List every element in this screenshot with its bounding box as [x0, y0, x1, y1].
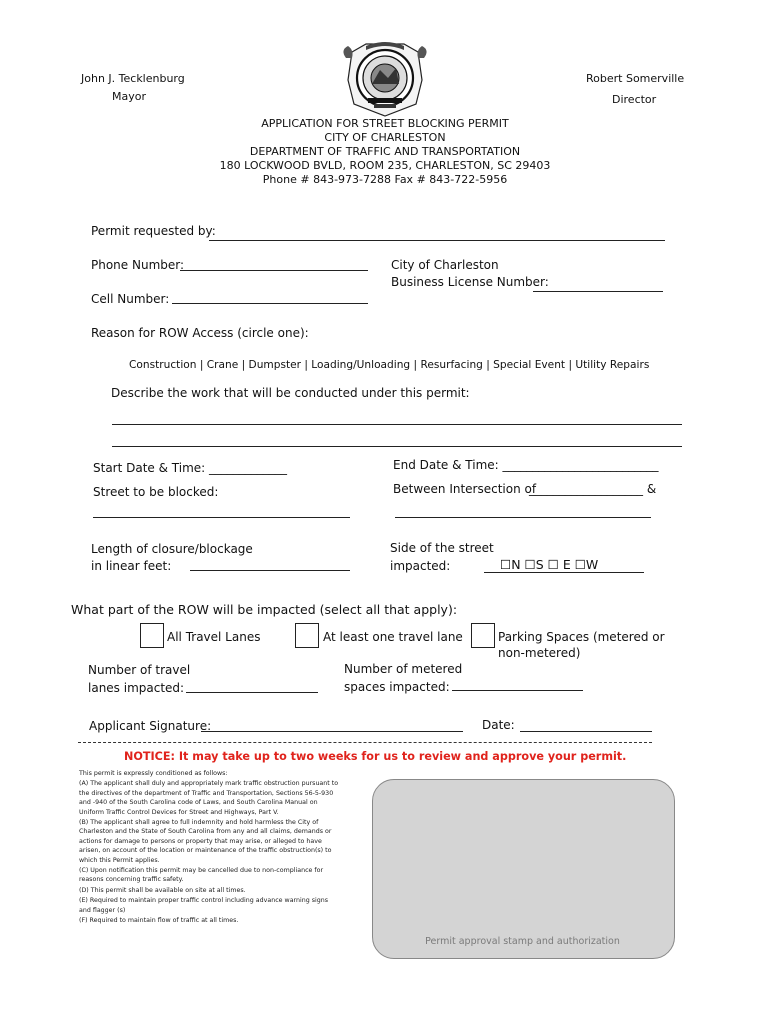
one-travel-lane-label: At least one travel lane	[323, 630, 463, 644]
permit-requested-by-label: Permit requested by:	[91, 224, 216, 238]
mayor-name: John J. Tecklenburg	[81, 72, 185, 85]
form-title-address: 180 LOCKWOOD BVLD, ROOM 235, CHARLESTON, SC 29403	[219, 159, 551, 172]
side-underline	[484, 572, 644, 573]
end-date-field[interactable]: End Date & Time: __________________________	[393, 458, 659, 472]
all-travel-lanes-checkbox[interactable]	[140, 623, 164, 648]
form-title-line-3: DEPARTMENT OF TRAFFIC AND TRANSPORTATION	[249, 145, 521, 158]
condition-b: (B) The applicant shall agree to full indemnity and hold harmless the City of Charleston and the State of South Carolina from any and all claims, demands or actions for damage to persons or property that may arise, or alleged to have arisen, on account of the location or maintenance of the traffic obstruction(s) to which this Permit applies.	[79, 819, 332, 864]
between-intersection-field[interactable]: ___________________ &	[529, 482, 657, 496]
row-impact-question: What part of the ROW will be impacted (select all that apply):	[71, 602, 458, 617]
metered-spaces-label-2: spaces impacted:	[344, 680, 450, 694]
form-title-line-2: CITY OF CHARLESTON	[324, 131, 446, 144]
condition-f: (F) Required to maintain flow of traffic at all times.	[79, 917, 239, 925]
condition-e: (E) Required to maintain proper traffic control including advance warning signs and flagger (s)	[79, 897, 329, 914]
side-label-line-1: Side of the street	[390, 541, 494, 555]
travel-lanes-label-2: lanes impacted:	[88, 681, 185, 695]
conditions-intro: This permit is expressly conditioned as follows:	[79, 770, 228, 777]
travel-lanes-field[interactable]	[186, 692, 318, 693]
parking-spaces-label-1: Parking Spaces (metered or	[498, 630, 665, 644]
reason-label: Reason for ROW Access (circle one):	[91, 326, 309, 340]
condition-d: (D) This permit shall be available on site at all times.	[79, 886, 246, 894]
describe-work-line-2[interactable]	[112, 446, 682, 447]
travel-lanes-label-1: Number of travel	[88, 663, 191, 677]
business-license-field[interactable]	[533, 291, 663, 292]
license-label-line-1: City of Charleston	[391, 258, 499, 272]
phone-label: Phone Number:	[91, 258, 185, 272]
condition-c: (C) Upon notification this permit may be cancelled due to non-compliance for reasons concerning traffic safety.	[79, 867, 324, 884]
cell-label: Cell Number:	[91, 292, 170, 306]
date-field[interactable]	[520, 731, 652, 732]
dashed-divider	[78, 742, 652, 743]
director-title: Director	[612, 93, 657, 106]
side-label-line-2: impacted:	[390, 559, 451, 573]
approval-stamp-label: Permit approval stamp and authorization	[425, 936, 620, 947]
street-blocked-label: Street to be blocked:	[93, 485, 219, 499]
signature-label: Applicant Signature:	[89, 719, 212, 733]
form-title-line-1: APPLICATION FOR STREET BLOCKING PERMIT	[261, 117, 509, 130]
length-label-line-1: Length of closure/blockage	[91, 542, 253, 556]
approval-stamp-area	[372, 779, 675, 959]
metered-spaces-field[interactable]	[452, 690, 583, 691]
form-title-phone-fax: Phone # 843-973-7288 Fax # 843-722-5956	[262, 173, 508, 186]
city-seal-logo	[336, 40, 434, 118]
parking-spaces-label-2: non-metered)	[498, 646, 581, 660]
cell-field[interactable]	[172, 303, 368, 304]
conditions-block	[79, 769, 339, 926]
reason-options[interactable]: Construction | Crane | Dumpster | Loading/Unloading | Resurfacing | Special Event | Utility Repairs	[129, 359, 650, 371]
describe-work-label: Describe the work that will be conducted under this permit:	[111, 386, 470, 400]
signature-field[interactable]	[201, 731, 463, 732]
start-date-field[interactable]: Start Date & Time: _____________	[93, 461, 288, 475]
describe-work-line-1[interactable]	[112, 424, 682, 425]
condition-a: (A) The applicant shall duly and appropriately mark traffic obstruction pursuant to the directives of the department of Traffic and Transportation, Sections 56-5-930 and -940 of the South Carolina code of Laws, and South Carolina Manual on Uniform Traffic Control Devices for Street and Highways, Part V.	[79, 780, 339, 816]
phone-field[interactable]	[180, 270, 368, 271]
license-label-line-2: Business License Number:	[391, 275, 549, 289]
mayor-title: Mayor	[112, 90, 146, 103]
director-name: Robert Somerville	[586, 72, 685, 85]
side-checkboxes[interactable]: ☐N ☐S ☐ E ☐W	[500, 557, 599, 572]
street-blocked-field[interactable]	[93, 517, 350, 518]
permit-requested-by-field[interactable]	[209, 240, 665, 241]
intersection-second-field[interactable]	[395, 517, 651, 518]
parking-spaces-checkbox[interactable]	[471, 623, 495, 648]
length-field[interactable]	[190, 570, 350, 571]
between-intersection-label: Between Intersection of	[393, 482, 537, 496]
one-travel-lane-checkbox[interactable]	[295, 623, 319, 648]
notice-text: NOTICE: It may take up to two weeks for us to review and approve your permit.	[124, 750, 627, 763]
metered-spaces-label-1: Number of metered	[344, 662, 463, 676]
length-label-line-2: in linear feet:	[91, 559, 172, 573]
all-travel-lanes-label: All Travel Lanes	[167, 630, 261, 644]
date-label: Date:	[482, 718, 515, 732]
